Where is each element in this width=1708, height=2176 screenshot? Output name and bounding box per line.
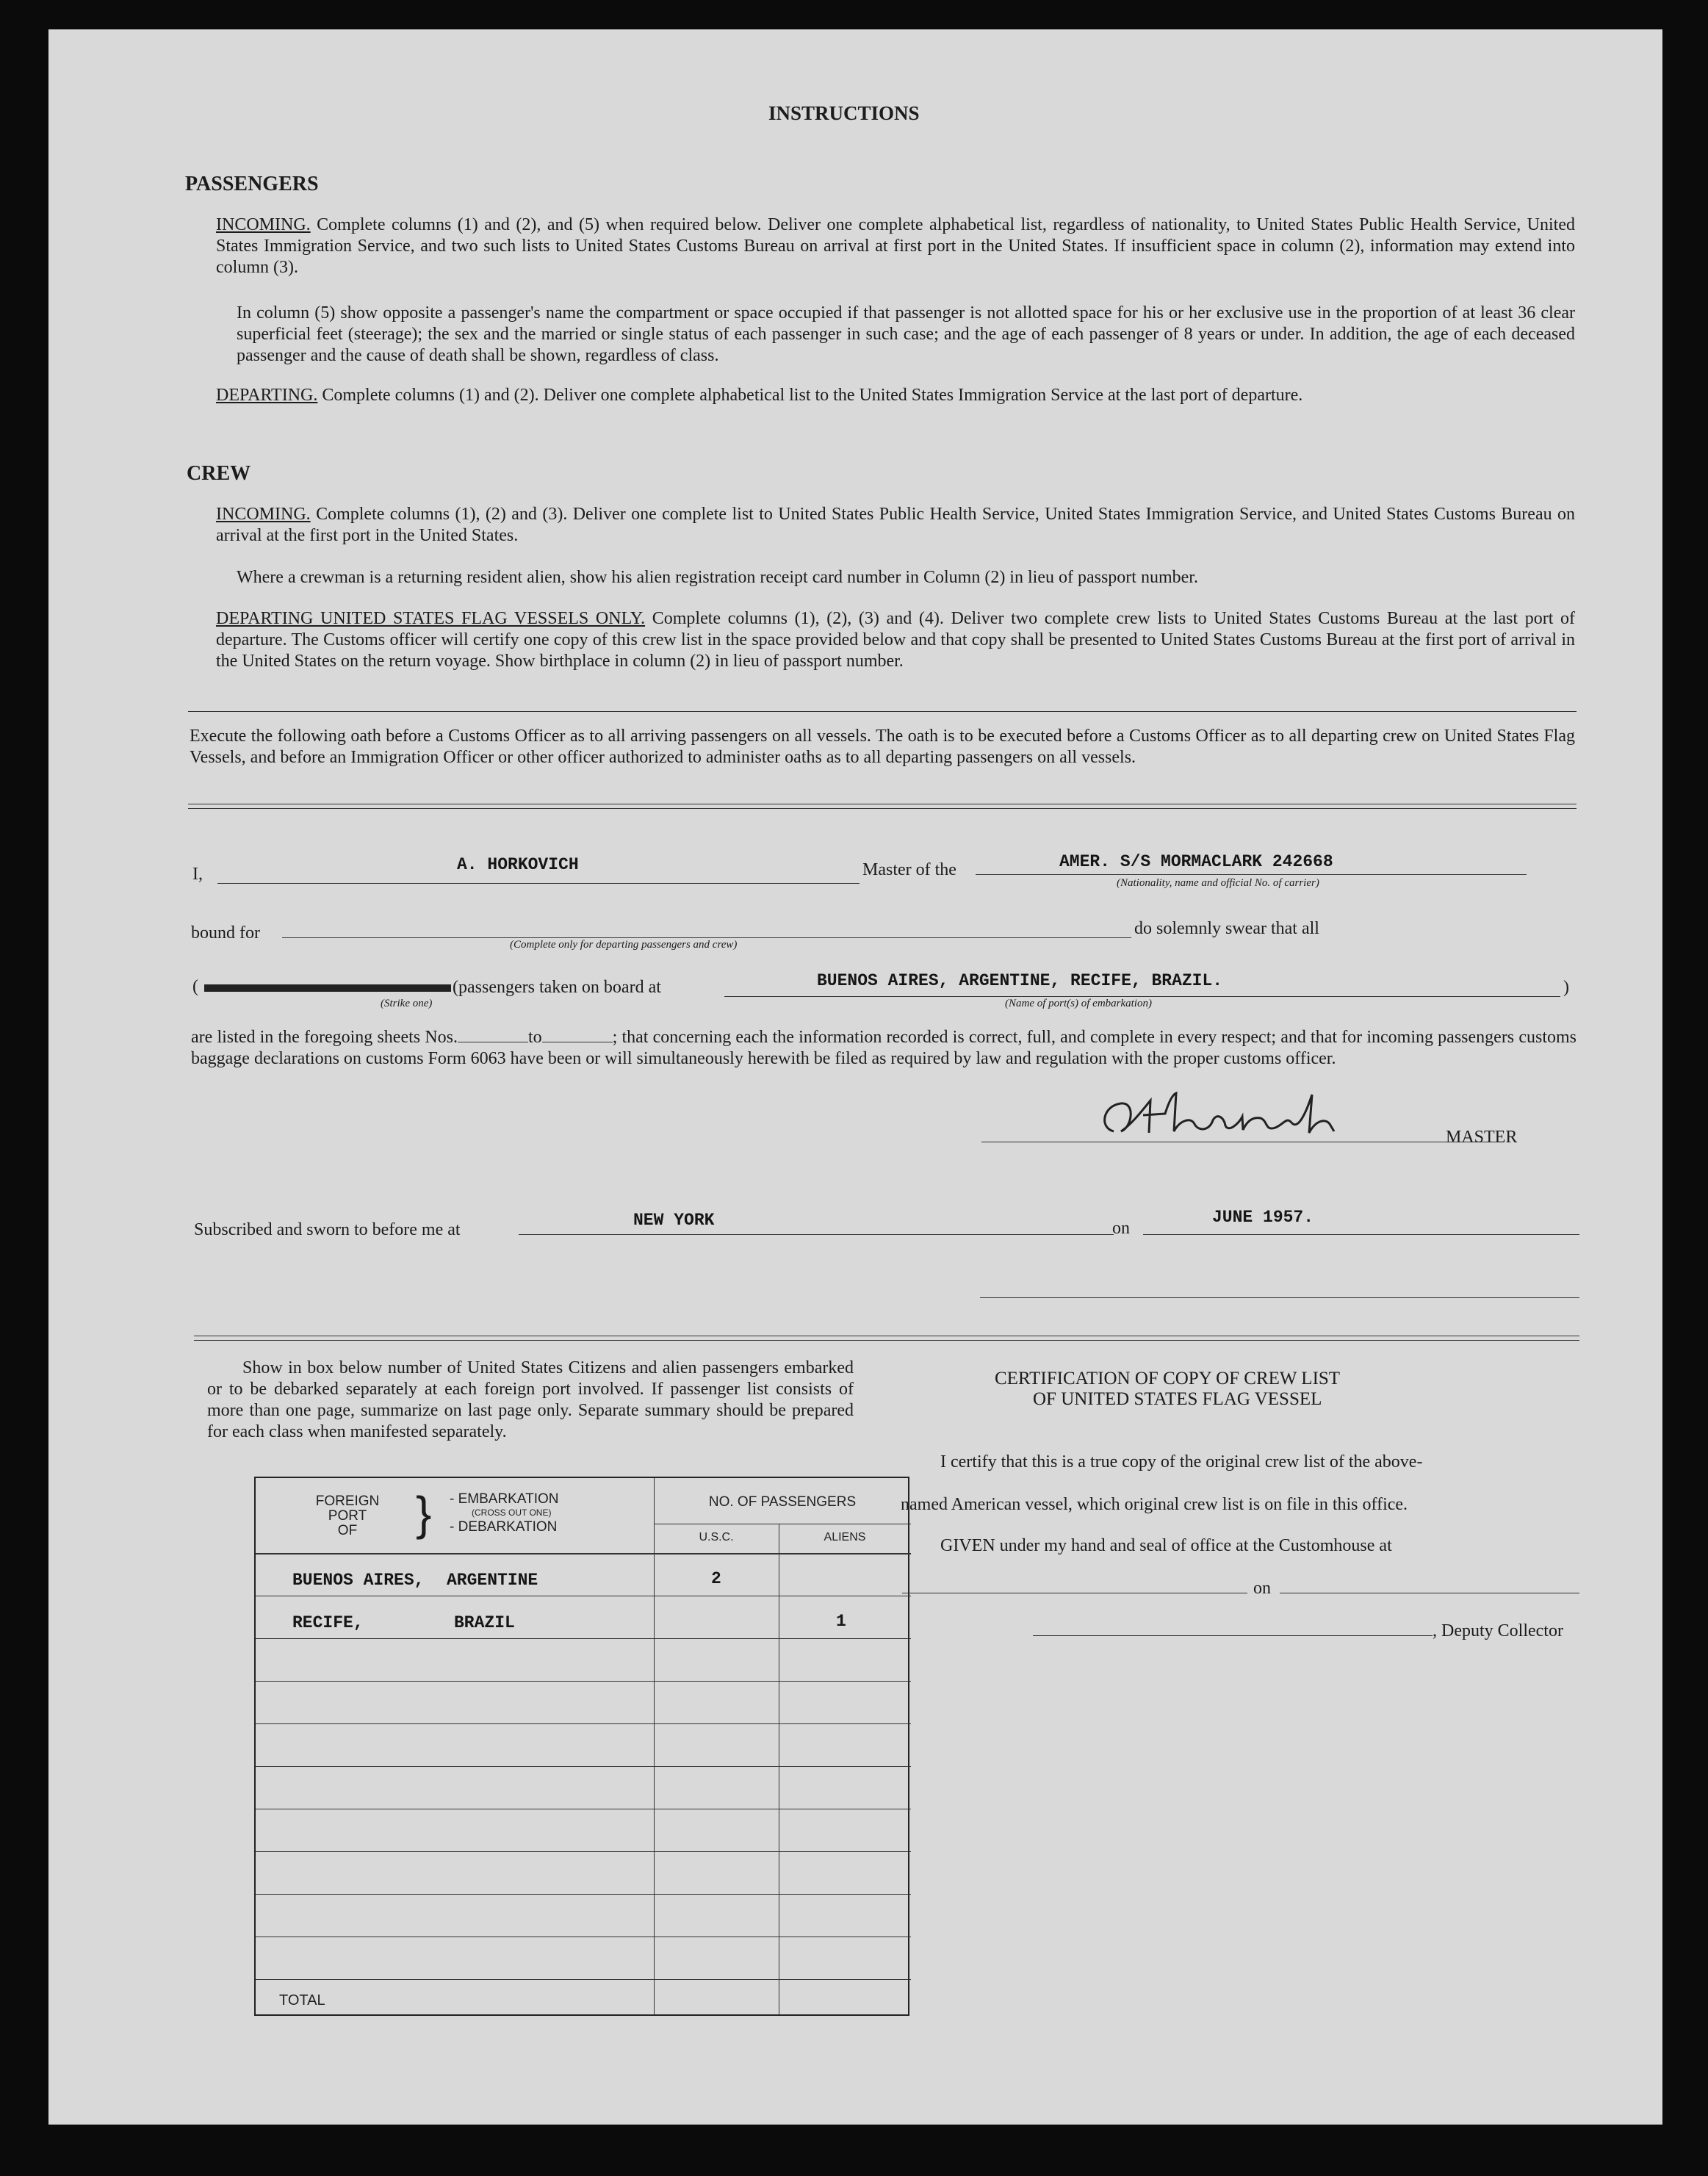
crew-heading: CREW	[187, 462, 251, 485]
embarkation-close-paren: )	[1563, 978, 1569, 997]
crew-incoming-label: INCOMING.	[216, 505, 311, 524]
sworn-place-value: NEW YORK	[633, 1211, 715, 1230]
certification-on-label: on	[1253, 1579, 1271, 1598]
table-row-divider	[256, 1766, 911, 1767]
bound-for-line	[282, 937, 1131, 938]
row-2-country: BRAZIL	[454, 1613, 515, 1632]
certify-line1: I certify that this is a true copy of the original crew list of the above-	[940, 1452, 1423, 1471]
header-debarkation: - DEBARKATION	[450, 1519, 558, 1535]
listed-prefix: are listed in the foregoing sheets Nos.	[191, 1028, 458, 1047]
crew-incoming-paragraph	[216, 504, 1575, 547]
listed-to: to	[527, 1028, 542, 1047]
struck-out-text	[204, 984, 451, 992]
row-1-city: BUENOS AIRES,	[292, 1571, 425, 1590]
certify-line2: named American vessel, which original crew list is on file in this office.	[901, 1495, 1408, 1514]
passenger-summary-table	[254, 1477, 909, 2016]
certification-title-line1: CERTIFICATION OF COPY OF CREW LIST	[995, 1369, 1341, 1388]
master-name-value: A. HORKOVICH	[457, 855, 579, 874]
embarkation-line	[724, 996, 1560, 997]
carrier-value: AMER. S/S MORMACLARK 242668	[1059, 852, 1333, 871]
header-usc: U.S.C.	[699, 1531, 734, 1543]
row-2-city: RECIFE,	[292, 1613, 364, 1632]
given-text: GIVEN under my hand and seal of office at the Customhouse at	[940, 1536, 1392, 1555]
passengers-departing-text: Complete columns (1) and (2). Deliver one complete alphabetical list to the United States Immigration Service at the last port of departure.	[322, 386, 1303, 405]
row-1-usc: 2	[711, 1569, 721, 1588]
table-column-divider	[654, 1478, 655, 2014]
crew-resident-paragraph: Where a crewman is a returning resident alien, show his alien registration receipt card number in Column (2) in lieu of passport number.	[237, 568, 1198, 587]
divider	[194, 1336, 1579, 1341]
sworn-date-value: JUNE 1957.	[1212, 1208, 1314, 1227]
embarkation-caption: (Name of port(s) of embarkation)	[1005, 998, 1152, 1009]
summary-instructions: Show in box below number of United States Citizens and alien passengers embarked or to be debarked separately at each foreign port involved. If passenger list consists of more than one page, summarize on last page only. Separate summary should be prepared for each class when manifested separately.	[207, 1358, 854, 1441]
header-cross-out: (CROSS OUT ONE)	[472, 1507, 552, 1518]
master-name-line	[217, 883, 860, 884]
strike-caption: (Strike one)	[381, 998, 433, 1009]
oath-intro-paragraph: Execute the following oath before a Customs Officer as to all arriving passengers on all vessels. The oath is to be executed before a Customs Officer as to all departing crew on United States Flag Vessels, and before an Immigration Officer or other officer authorized to administer oaths as to all departing passengers on all vessels.	[190, 727, 1575, 767]
table-row-divider	[256, 1894, 911, 1895]
deputy-collector-label: , Deputy Collector	[1433, 1621, 1563, 1640]
crew-departing-paragraph	[216, 608, 1575, 672]
row-1-country: ARGENTINE	[447, 1571, 538, 1590]
header-embarkation: - EMBARKATION	[450, 1491, 559, 1507]
crew-departing-label: DEPARTING UNITED STATES FLAG VESSELS ONLY.	[216, 609, 646, 628]
table-total-label: TOTAL	[279, 1992, 325, 2009]
table-row-divider	[256, 1638, 911, 1639]
master-signature	[1092, 1087, 1400, 1146]
header-brace: }	[416, 1487, 432, 1540]
row-2-aliens: 1	[836, 1612, 846, 1631]
officer-signature-line	[980, 1297, 1579, 1298]
sworn-on-label: on	[1112, 1219, 1130, 1238]
passengers-departing-label: DEPARTING.	[216, 386, 318, 405]
sworn-place-line	[519, 1234, 1114, 1235]
table-row-divider	[256, 1681, 911, 1682]
passengers-column5-paragraph: In column (5) show opposite a passenger's name the compartment or space occupied if that passenger is not allotted space for his or her exclusive use in the proportion of at least 36 clear superficial feet (steerage); the sex and the married or single status of each passenger in such case; and the age of each passenger of 8 years or under. In addition, the age of each deceased passenger and the cause of death shall be shown, regardless of class.	[237, 303, 1575, 365]
sworn-label: Subscribed and sworn to before me at	[194, 1220, 461, 1239]
table-header-divider	[256, 1553, 911, 1554]
bound-for-caption: (Complete only for departing passengers and crew)	[510, 939, 738, 951]
passengers-incoming-paragraph	[216, 215, 1575, 278]
listed-paragraph	[191, 1027, 1577, 1070]
taken-on-board-label: (passengers taken on board at	[453, 978, 661, 997]
header-foreign-port: FOREIGN PORT OF	[315, 1494, 380, 1538]
deputy-signature-line	[1033, 1635, 1433, 1636]
header-aliens: ALIENS	[824, 1531, 866, 1543]
carrier-caption: (Nationality, name and official No. of carrier)	[1117, 877, 1319, 889]
header-no-passengers: NO. OF PASSENGERS	[708, 1494, 857, 1510]
embarkation-value: BUENOS AIRES, ARGENTINE, RECIFE, BRAZIL.	[817, 971, 1223, 990]
master-of-label: Master of the	[862, 860, 956, 879]
passengers-incoming-label: INCOMING.	[216, 215, 311, 234]
document-page	[48, 29, 1662, 2125]
carrier-line	[976, 874, 1527, 875]
table-row-divider	[256, 1851, 911, 1852]
page-title: INSTRUCTIONS	[768, 102, 920, 124]
passengers-heading: PASSENGERS	[185, 173, 319, 195]
divider	[188, 711, 1577, 712]
passengers-incoming-text: Complete columns (1) and (2), and (5) when required below. Deliver one complete alphabetical list, regardless of nationality, to United States Public Health Service, United States Immigration Service, and two such lists to United States Customs Bureau on arrival at first port in the United States. If insufficient space in column (2), information may extend into column (3).	[216, 215, 1576, 277]
swear-label: do solemnly swear that all	[1134, 919, 1319, 938]
master-label: MASTER	[1446, 1128, 1518, 1147]
table-row-divider	[256, 1723, 911, 1724]
divider	[188, 804, 1577, 809]
sworn-date-line	[1143, 1234, 1579, 1235]
crew-incoming-text: Complete columns (1), (2) and (3). Deliver one complete list to United States Public Health Service, United States Immigration Service, and United States Customs Bureau on arrival at the first port in the United States.	[216, 505, 1576, 545]
oath-i-label: I,	[192, 865, 203, 884]
strike-open-paren: (	[192, 977, 198, 996]
crew-departing-text: Complete columns (1), (2), (3) and (4). Deliver two complete crew lists to United States Customs Bureau at the last port of departure. The Customs officer will certify one copy of this crew list in the space provided below and that copy shall be presented to United States Customs Bureau at the first port of arrival in the United States on the return voyage. Show birthplace in column (2) in lieu of passport number.	[216, 609, 1576, 671]
table-row-divider	[256, 1979, 911, 1980]
certification-title-line2: OF UNITED STATES FLAG VESSEL	[1033, 1389, 1322, 1409]
passengers-departing-paragraph	[216, 385, 1575, 406]
bound-for-label: bound for	[191, 923, 260, 943]
listed-text: ; that concerning each the information recorded is correct, full, and complete in every respect; and that for incoming passengers customs baggage declarations on customs Form 6063 have been or will simultaneously herewith be filed as required by law and regulation with the proper customs officer.	[191, 1028, 1577, 1068]
